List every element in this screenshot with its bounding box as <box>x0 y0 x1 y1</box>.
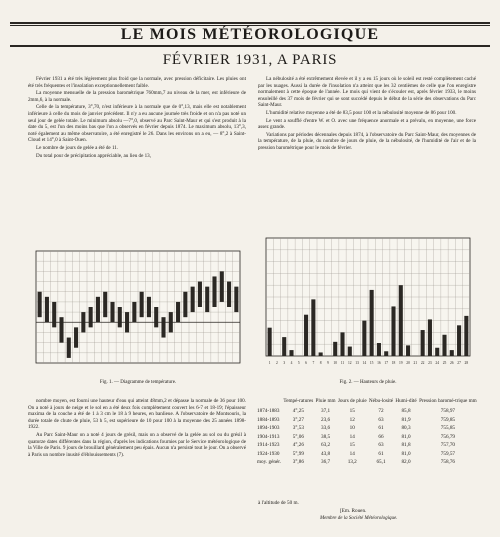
rain-bar <box>289 350 293 356</box>
paragraph: La moyenne mensuelle de la pression barométrique 760mm,7 au niveau de la mer, est inférieure de 2mm,6, à la normale. <box>28 90 246 103</box>
table-row <box>256 441 478 450</box>
temperature-bar <box>154 307 158 327</box>
temperature-bar <box>227 282 231 307</box>
table-cell: 1904-1913 <box>257 433 280 440</box>
table-cell: 61 <box>378 450 384 457</box>
rain-bar <box>311 299 315 356</box>
bottom-left-column <box>28 398 246 530</box>
temperature-bar <box>132 302 136 322</box>
day-tick-label: 12 <box>347 361 352 365</box>
day-tick-label: 24 <box>435 361 440 365</box>
paragraph: nombre moyen, est fourni une hauteur d'eau qui atteint 48mm,2 et dépasse la normale de 36 pour 100. On a noté à jours de neige et le sol en a été deux fois complètement couvert les 6-7 et 18-19; l'épaisseur maxima de la couche a été de 1 à 3 cm le 18 à 9 heures, en banlieue. A l'observatoire de Montsouris, la durée totale de chute de pluie, 53 h 5, est supérieure de 10 pour 100 à la moyenne des 25 années 1898-1922. <box>28 398 246 431</box>
table-cell: 81,8 <box>401 442 411 448</box>
table-header-cell: Humi-dité <box>395 398 417 404</box>
rain-chart-svg <box>262 232 474 375</box>
table-cell: 15 <box>349 408 355 414</box>
temperature-chart <box>28 245 246 375</box>
left-column <box>28 76 246 236</box>
table-cell: 63 <box>378 442 384 448</box>
table-cell: 65,1 <box>376 459 386 465</box>
table-cell: 1894-1903 <box>257 425 280 431</box>
table-cell: 1924-1930 <box>257 450 280 457</box>
table-header-cell: Nébu-losité <box>368 398 394 404</box>
temperature-bar <box>234 287 238 312</box>
day-tick-label: 27 <box>457 361 461 365</box>
table-cell: 14 <box>349 433 355 440</box>
rain-bar <box>428 319 432 356</box>
paragraph: Celle de la température, 3°,70, n'est inférieure à la normale que de 0°,13, mais elle est notablement inférieure à celle du mois de janvier précédent. Il n'y a eu aucune journée très froide et on n'a pas noté un seul jour de gelée totale. Le minimum absolu —7°,0, observé au Parc Saint-Maur et qui s'est produit à la date du 5, est l'un des moins bas que l'on a observés en février depuis 1874. Le maximum absolu, 13°,3, noté également au même observatoire, a été enregistré le 26. Dans les environs on a eu, — 8°,2 à Saint-Cloud et 14°,0 à Saint-Ouen. <box>28 104 246 144</box>
temperature-bar <box>103 292 107 317</box>
temperature-bar <box>212 276 216 307</box>
table-cell: 759,57 <box>440 450 456 457</box>
table-cell: 758,97 <box>440 408 456 414</box>
temperature-bar <box>183 292 187 317</box>
temperature-bar <box>118 307 122 327</box>
day-tick-label: 13 <box>355 361 359 365</box>
table-cell: 3°,86 <box>292 459 304 465</box>
day-tick-label: 21 <box>413 361 418 365</box>
temperature-bar <box>161 317 165 337</box>
day-tick-label: 23 <box>428 361 432 365</box>
signature-subtitle: Membre de la Société Météorologique. <box>320 516 398 521</box>
day-tick-label: 10 <box>333 361 338 365</box>
temperature-bar <box>38 292 42 317</box>
paragraph: L'humidité relative moyenne a été de 83,5 pour 100 et la nébulosité moyenne de 86 pour 100. <box>266 109 457 116</box>
rain-chart-caption: Fig. 2. — Hauteurs de pluie. <box>339 380 397 385</box>
day-tick-label: 7 <box>312 361 315 365</box>
table-cell: 5°,06 <box>292 433 304 440</box>
rain-bar <box>377 343 381 356</box>
table-cell: 759,85 <box>440 416 456 423</box>
table-cell: 758,76 <box>440 459 456 465</box>
day-tick-label: 8 <box>319 361 322 365</box>
rain-bar <box>464 316 468 356</box>
rain-bar <box>442 335 446 356</box>
day-tick-label: 14 <box>362 361 367 365</box>
rain-bar <box>319 352 323 356</box>
table-cell: 14 <box>349 450 355 457</box>
table-cell: 63 <box>378 416 384 423</box>
rain-bar <box>370 290 374 356</box>
table-row <box>256 458 478 467</box>
table-cell: 63,2 <box>321 442 331 448</box>
temperature-bar <box>67 338 71 358</box>
table-cell: 755,85 <box>440 425 456 431</box>
table-cell: 72 <box>378 408 384 414</box>
table-body <box>256 407 478 467</box>
table-header-row <box>256 398 478 407</box>
table-cell: 3°,27 <box>292 416 304 423</box>
table-row <box>256 433 478 442</box>
table-cell: 36,7 <box>321 459 331 465</box>
day-tick-label: 26 <box>449 361 454 365</box>
paragraph: Le nombre de jours de gelée a été de 11. <box>36 144 119 151</box>
day-tick-label: 22 <box>420 361 425 365</box>
temperature-chart-caption: Fig. 1. — Diagramme de température. <box>99 380 177 385</box>
day-tick-label: 25 <box>442 361 447 365</box>
temperature-bar <box>74 327 78 347</box>
table-cell: 61 <box>378 425 384 431</box>
paragraph: Au Parc Saint-Maur on a noté 4 jours de grésil, mais on a observé de la gelée au sol ou du grésil à quatorze dates différentes dans la région, d'après les indications fournies par le Service météorologique de la Ville de Paris. 9 jours de brouillard généralement peu épais. Aucun n'a persisté tout le jour. On a observé à Paris un nombre inusité d'éblouissements (7). <box>28 431 246 458</box>
table-note: à l'altitude de 50 m. <box>258 500 299 506</box>
temperature-chart-svg <box>28 245 246 375</box>
table-cell: 81,0 <box>401 433 411 440</box>
table-cell: 757,70 <box>440 442 456 448</box>
table-cell: 81,0 <box>401 450 411 457</box>
table-cell: 15 <box>349 442 355 448</box>
rain-bar <box>362 321 366 356</box>
day-tick-label: 4 <box>290 361 293 365</box>
rain-bar <box>399 285 403 356</box>
day-tick-label: 11 <box>340 361 345 365</box>
rain-bar <box>340 332 344 356</box>
rain-bar <box>268 328 272 356</box>
table-header-cell: Jours de pluie <box>337 398 367 404</box>
top-rule-3 <box>10 45 490 47</box>
day-tick-label: 1 <box>268 361 271 365</box>
temperature-bar <box>176 302 180 322</box>
day-tick-label: 28 <box>464 361 469 365</box>
rain-bar <box>348 347 352 356</box>
table-cell: 12 <box>349 416 355 423</box>
temperature-bar <box>140 292 144 317</box>
table-cell: 43,8 <box>321 450 331 457</box>
rain-bar <box>282 337 286 356</box>
table-cell: 1874-1883 <box>257 408 280 414</box>
paragraph: Variations par périodes décennales depuis 1874, à l'observatoire du Parc Saint-Maur, des moyennes de la température, de la pluie, du nombre de jours de pluie, de la nébulosité, de l'humidité de l'air et de la pression barométrique pour le mois de février. <box>258 131 476 151</box>
table-cell: 10 <box>349 425 355 431</box>
table-cell: 1914-1923 <box>257 442 280 448</box>
temperature-bar <box>205 287 209 312</box>
rain-bar <box>391 306 395 356</box>
rain-chart <box>262 232 474 375</box>
day-tick-label: 6 <box>305 361 307 365</box>
table-cell: moy. génér. <box>257 459 282 465</box>
table-row <box>256 416 478 425</box>
rain-bar <box>333 342 337 356</box>
day-tick-label: 18 <box>391 361 396 365</box>
day-tick-label: 20 <box>406 361 410 365</box>
temperature-bar <box>110 302 114 322</box>
table-cell: 5°,99 <box>292 450 304 457</box>
table-row <box>256 424 478 433</box>
page-title: FÉVRIER 1931, A PARIS <box>162 52 338 68</box>
table-cell: 23,6 <box>321 416 331 423</box>
paragraph: Du total pour de précipitation appréciable, au lieu de 13, <box>36 152 151 159</box>
rain-bar <box>421 330 425 356</box>
rain-bar <box>435 348 439 356</box>
table-cell: 4°,25 <box>292 408 304 414</box>
table-cell: 82,0 <box>401 459 411 465</box>
decade-stats-table <box>256 398 478 467</box>
temperature-bar <box>147 297 151 317</box>
rain-bar <box>304 315 308 356</box>
rain-bar <box>384 351 388 356</box>
table-header-cell: Pluie mm <box>315 398 336 404</box>
temperature-bar <box>45 297 49 322</box>
table-cell: 3°,53 <box>292 425 304 431</box>
day-tick-label: 3 <box>283 361 286 365</box>
table-cell: 85,8 <box>401 408 411 414</box>
table-cell: 4°,26 <box>292 442 304 448</box>
temperature-bar <box>198 282 202 307</box>
rain-bar <box>406 345 410 356</box>
rain-bar <box>450 350 454 356</box>
table-cell: 37,1 <box>321 408 331 414</box>
temperature-bar <box>220 271 224 302</box>
temperature-bar <box>89 307 93 327</box>
table-row <box>256 407 478 416</box>
temperature-bar <box>52 302 56 327</box>
table-cell: 81,9 <box>401 416 411 423</box>
day-tick-label: 5 <box>297 361 300 365</box>
day-tick-label: 2 <box>276 361 278 365</box>
temperature-bar <box>96 297 100 322</box>
rain-bar <box>457 325 461 356</box>
table-row <box>256 450 478 459</box>
table-cell: 38,5 <box>321 433 331 440</box>
temperature-bar <box>191 287 195 312</box>
signature: [Em. Rouen. <box>340 508 367 514</box>
table-cell: 13,2 <box>347 459 357 465</box>
day-tick-label: 16 <box>377 361 381 365</box>
paragraph: La nébulosité a été extrêmement élevée et il y a eu 15 jours où le soleil est resté complètement caché par les nuages. Aussi la durée de l'insolation n'a atteint que les 32 centièmes de celle que l'on enregistre normalement à cette époque de l'année. Le mois qui vient de s'écouler est, après février 1933, le moins ensoleillé des 37 mois de février qui se sont succédé depuis le début de la série des observations du Parc Saint-Maur. <box>258 76 476 109</box>
table-header-cell <box>256 398 282 407</box>
section-title: LE MOIS MÉTÉOROLOGIQUE <box>120 26 380 43</box>
table-header-cell: Pression baromé-trique mm <box>419 398 477 404</box>
table-header-cell: Tempé-ratures <box>283 398 314 404</box>
table-cell: 66 <box>378 433 384 440</box>
table-cell: 756,79 <box>440 433 456 440</box>
day-tick-label: 17 <box>384 361 389 365</box>
day-tick-label: 19 <box>398 361 403 365</box>
right-column <box>258 76 476 216</box>
table-cell: 80,3 <box>401 425 411 431</box>
table-cell: 33,6 <box>321 425 331 431</box>
temperature-bar <box>59 317 63 342</box>
table-cell: 1884-1893 <box>257 416 280 423</box>
paragraph: Le vent a soufflé d'entre W. et O. avec une fréquence anormale et a prévalu, en moyenne, une force assez grande. <box>258 117 476 131</box>
paragraph: Février 1931 a été très légèrement plus froid que la normale, avec pression déficitaire. Les pluies ont été très fréquentes et l'insolation exceptionnellement faible. <box>28 76 246 89</box>
day-tick-label: 15 <box>369 361 374 365</box>
day-tick-label: 9 <box>327 361 329 365</box>
